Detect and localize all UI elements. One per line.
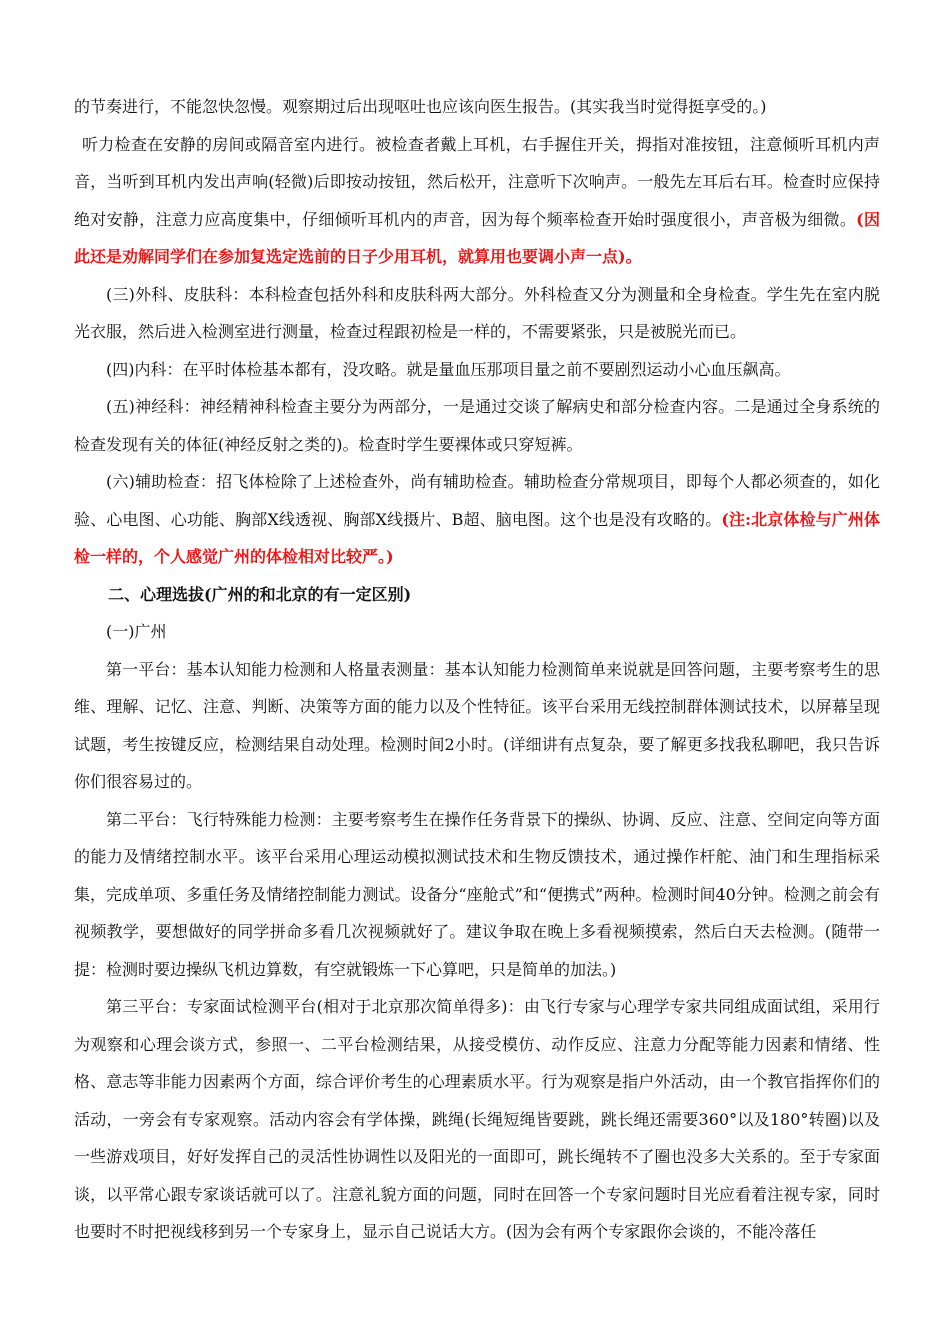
paragraph-platform-two — [74, 801, 880, 989]
paragraph-internal-medicine — [74, 351, 880, 389]
text-run: (三)外科、皮肤科：本科检查包括外科和皮肤科两大部分。外科检查又分为测量和全身检查。学生先在室内脱光衣服，然后进入检测室进行测量，检查过程跟初检是一样的，不需要紧张，只是被脱光而已。 — [74, 284, 880, 341]
text-run: 第一平台：基本认知能力检测和人格量表测量：基本认知能力检测简单来说就是回答问题，主要考察考生的思维、理解、记忆、注意、判断、决策等方面的能力以及个性特征。该平台采用无线控制群体测试技术，以屏幕呈现试题，考生按键反应，检测结果自动处理。检测时间2小时。(详细讲有点复杂，要了解更多找我私聊吧，我只告诉你们很容易过的。 — [74, 659, 880, 791]
paragraph-platform-one — [74, 651, 880, 801]
text-run: (四)内科：在平时体检基本都有，没攻略。就是量血压那项目量之前不要剧烈运动小心血压飙高。 — [106, 359, 791, 379]
paragraph-neurology — [74, 388, 880, 463]
highlight-note: (注:北京体检与广州体检一样的，个人感觉广州的体检相对比较严。) — [74, 509, 880, 566]
text-run: 第三平台：专家面试检测平台(相对于北京那次简单得多)：由飞行专家与心理学专家共同组成面试组，采用行为观察和心理会谈方式，参照一、二平台检测结果，从接受模仿、动作反应、注意力分配等能力因素和情绪、性格、意志等非能力因素两个方面，综合评价考生的心理素质水平。行为观察是指户外活动，由一个教官指挥你们的活动，一旁会有专家观察。活动内容会有学体操，跳绳(长绳短绳皆要跳，跳长绳还需要360°以及180°转圈)以及一些游戏项目，好好发挥自己的灵活性协调性以及阳光的一面即可，跳长绳转不了圈也没多大关系的。至于专家面谈，以平常心跟专家谈话就可以了。注意礼貌方面的问题，同时在回答一个专家问题时目光应看着注视专家，同时也要时不时把视线移到另一个专家身上，显示自己说话大方。(因为会有两个专家跟你会谈的，不能冷落任 — [74, 997, 880, 1241]
subheading-guangzhou — [74, 613, 880, 651]
section-heading-psychology — [74, 576, 880, 614]
paragraph-hearing-test — [74, 126, 880, 276]
text-run: 的节奏进行，不能忽快忽慢。观察期过后出现呕吐也应该向医生报告。(其实我当时觉得挺享受的。) — [74, 97, 767, 116]
paragraph-platform-three — [74, 988, 880, 1251]
text-run: 第二平台：飞行特殊能力检测：主要考察考生在操作任务背景下的操纵、协调、反应、注意、空间定向等方面的能力及情绪控制水平。该平台采用心理运动模拟测试技术和生物反馈技术，通过操作杆舵、油门和生理指标采集，完成单项、多重任务及情绪控制能力测试。设备分“座舱式”和“便携式”两种。检测时间40分钟。检测之前会有视频教学，要想做好的同学拼命多看几次视频就好了。建议争取在晚上多看视频摸索，然后白天去检测。(随带一提：检测时要边操纵飞机边算数，有空就锻炼一下心算吧，只是简单的加法。) — [74, 809, 880, 979]
heading-text: 二、心理选拔(广州的和北京的有一定区别) — [108, 584, 412, 604]
paragraph-auxiliary-exam — [74, 463, 880, 576]
paragraph-observation — [74, 88, 880, 126]
text-run: (六)辅助检查：招飞体检除了上述检查外，尚有辅助检查。辅助检查分常规项目，即每个人都必须查的，如化验、心电图、心功能、胸部X线透视、胸部X线摄片、B超、脑电图。这个也是没有攻略的。 — [74, 472, 880, 529]
highlight-note: (因此还是劝解同学们在参加复选定选前的日子少用耳机，就算用也要调小声一点)。 — [74, 209, 880, 266]
text-run: (一)广州 — [106, 622, 167, 641]
text-run: 听力检查在安静的房间或隔音室内进行。被检查者戴上耳机，右手握住开关，拇指对准按钮，注意倾听耳机内声音，当听到耳机内发出声响(轻微)后即按动按钮，然后松开，注意听下次响声。一般先左耳后右耳。检查时应保持绝对安静，注意力应高度集中，仔细倾听耳机内的声音，因为每个频率检查开始时强度很小，声音极为细微。 — [74, 134, 880, 229]
text-run: (五)神经科：神经精神科检查主要分为两部分，一是通过交谈了解病史和部分检查内容。二是通过全身系统的检查发现有关的体征(神经反射之类的)。检查时学生要裸体或只穿短裤。 — [74, 397, 880, 454]
paragraph-surgery-dermatology — [74, 276, 880, 351]
